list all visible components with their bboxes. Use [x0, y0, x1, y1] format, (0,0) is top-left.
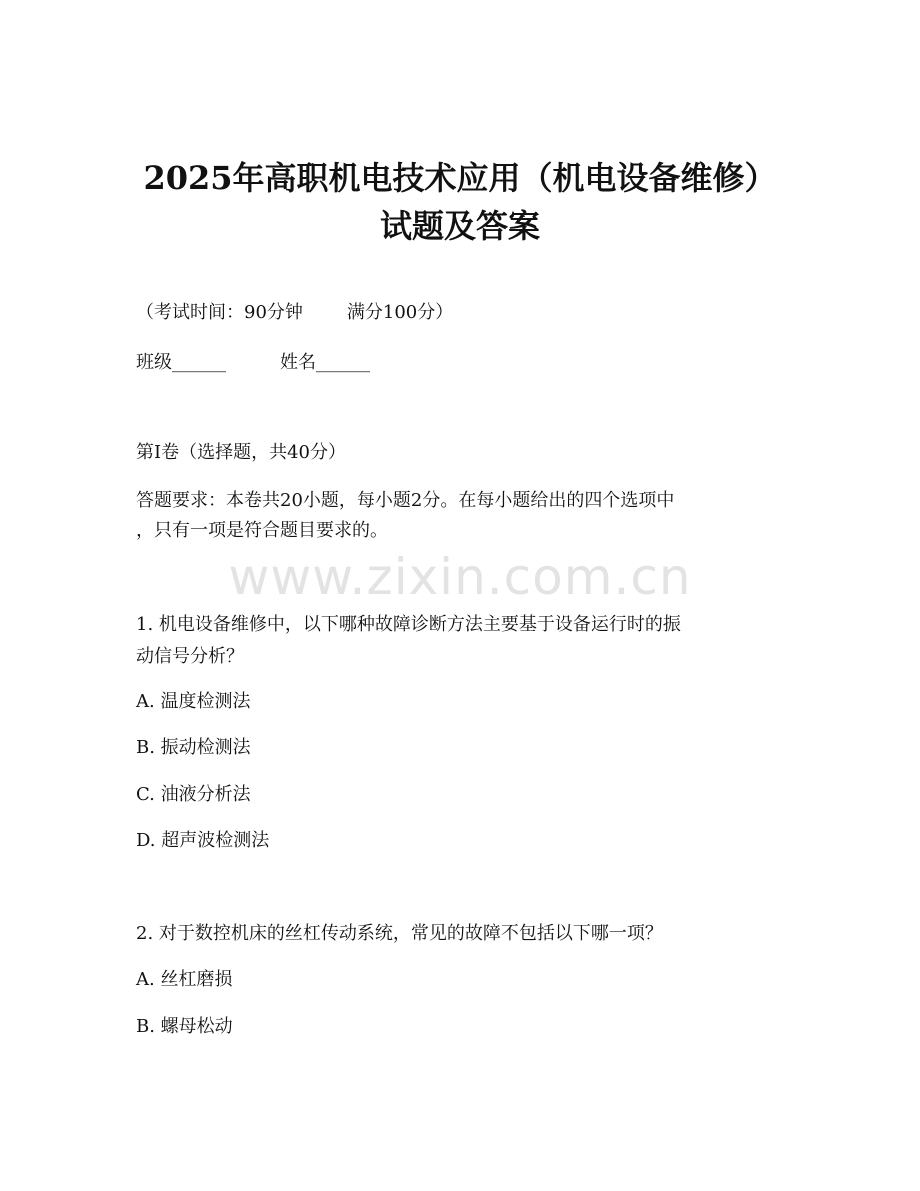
question-1-stem-line-2: 动信号分析？ [136, 646, 244, 667]
exam-time: （考试时间：90分钟 [136, 302, 303, 323]
question-1-option-b: B. 振动检测法 [136, 737, 251, 758]
name-field: 姓名______ [280, 352, 370, 373]
exam-info [136, 300, 453, 326]
exam-score: 满分100分） [346, 302, 454, 323]
class-field: 班级______ [136, 352, 226, 373]
title-line-1: 2025年高职机电技术应用（机电设备维修） [143, 159, 777, 197]
question-2-option-a: A. 丝杠磨损 [136, 969, 233, 990]
question-1-option-c: C. 油液分析法 [136, 784, 251, 805]
title-line-2: 试题及答案 [379, 207, 540, 245]
question-1-stem-line-1: 1. 机电设备维修中，以下哪种故障诊断方法主要基于设备运行时的振 [136, 614, 681, 635]
watermark: www.zixin.com.cn [228, 548, 692, 606]
question-2-option-b: B. 螺母松动 [136, 1016, 233, 1037]
instructions-line-2: ，只有一项是符合题目要求的。 [136, 520, 388, 541]
question-2-stem: 2. 对于数控机床的丝杠传动系统，常见的故障不包括以下哪一项？ [136, 923, 663, 944]
section-heading: 第I卷（选择题，共40分） [136, 442, 347, 463]
question-1-option-a: A. 温度检测法 [136, 691, 251, 712]
question-1-option-d: D. 超声波检测法 [136, 830, 270, 851]
student-info [136, 350, 370, 376]
instructions-line-1: 答题要求：本卷共20小题，每小题2分。在每小题给出的四个选项中 [136, 490, 675, 511]
